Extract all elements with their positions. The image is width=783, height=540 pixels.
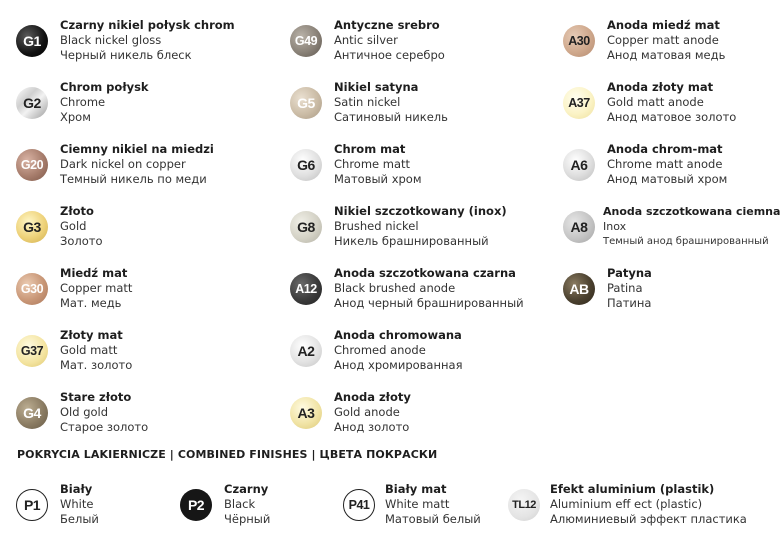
section-title-combined-finishes: POKRYCIA LAKIERNICZE | COMBINED FINISHES | ЦВЕТА ПОКРАСКИ — [17, 448, 438, 461]
name-ru: Темный анод брашнированный — [603, 236, 769, 247]
finish-swatch-a3 — [290, 390, 411, 435]
name-pl: Nikiel satyna — [334, 80, 419, 94]
finish-circle: A37 — [563, 87, 595, 119]
name-pl: Anoda chrom-mat — [607, 142, 723, 156]
finish-swatch-g49 — [290, 18, 445, 63]
finish-circle: TL12 — [508, 489, 540, 521]
name-en: Copper matt anode — [607, 33, 719, 47]
finish-circle: P41 — [343, 489, 375, 521]
name-ru: Белый — [60, 512, 99, 526]
name-en: White matt — [385, 497, 450, 511]
name-pl: Miedź mat — [60, 266, 128, 280]
name-pl: Anoda złoty mat — [607, 80, 714, 94]
finish-swatch-g8 — [290, 204, 507, 249]
name-pl: Chrom połysk — [60, 80, 149, 94]
name-ru: Черный никель блеск — [60, 48, 192, 62]
name-ru: Анод черный брашнированный — [334, 296, 524, 310]
name-ru: Анод матовое золото — [607, 110, 737, 124]
finish-circle: P1 — [16, 489, 48, 521]
name-ru: Мат. медь — [60, 296, 122, 310]
name-pl: Złoty mat — [60, 328, 123, 342]
finish-swatch-g4 — [16, 390, 148, 435]
finish-circle: G20 — [16, 149, 48, 181]
finish-circle: G3 — [16, 211, 48, 243]
finish-circle: G2 — [16, 87, 48, 119]
name-pl: Anoda szczotkowana czarna — [334, 266, 516, 280]
name-pl: Anoda chromowana — [334, 328, 462, 342]
name-ru: Темный никель по меди — [60, 172, 207, 186]
name-en: Satin nickel — [334, 95, 401, 109]
finish-swatch-g20 — [16, 142, 214, 187]
name-pl: Anoda szczotkowana ciemna — [603, 205, 781, 218]
name-pl: Chrom mat — [334, 142, 406, 156]
finish-swatch-a37 — [563, 80, 736, 125]
name-en: Black brushed anode — [334, 281, 456, 295]
finish-circle: AB — [563, 273, 595, 305]
finish-swatch-g1 — [16, 18, 235, 63]
name-en: Old gold — [60, 405, 109, 419]
name-en: Black — [224, 497, 256, 511]
name-pl: Stare złoto — [60, 390, 132, 404]
finish-swatch-p1 — [16, 482, 99, 527]
name-en: Patina — [607, 281, 643, 295]
name-en: Copper matt — [60, 281, 133, 295]
finish-swatch-a12 — [290, 266, 524, 311]
name-en: Brushed nickel — [334, 219, 419, 233]
name-en: Gold matt anode — [607, 95, 704, 109]
name-pl: Antyczne srebro — [334, 18, 440, 32]
name-ru: Анод золото — [334, 420, 410, 434]
name-en: Inox — [603, 220, 627, 233]
name-en: Chrome matt anode — [607, 157, 723, 171]
name-ru: Анод матовая медь — [607, 48, 726, 62]
name-en: Chromed anode — [334, 343, 426, 357]
name-pl: Czarny — [224, 482, 269, 496]
finish-swatch-a8 — [563, 204, 780, 249]
name-pl: Patyna — [607, 266, 652, 280]
finish-swatch-g2 — [16, 80, 149, 125]
name-en: Chrome matt — [334, 157, 411, 171]
finish-swatch-g37 — [16, 328, 132, 373]
name-en: White — [60, 497, 94, 511]
finish-circle: G5 — [290, 87, 322, 119]
finish-swatch-g6 — [290, 142, 422, 187]
finish-circle: G6 — [290, 149, 322, 181]
finish-circle: G49 — [290, 25, 322, 57]
finish-circle: G4 — [16, 397, 48, 429]
name-en: Black nickel gloss — [60, 33, 162, 47]
name-ru: Сатиновый никель — [334, 110, 448, 124]
name-ru: Античное серебро — [334, 48, 445, 62]
finish-circle: A6 — [563, 149, 595, 181]
name-en: Chrome — [60, 95, 106, 109]
finish-circle: A12 — [290, 273, 322, 305]
name-pl: Anoda złoty — [334, 390, 411, 404]
name-ru: Матовый хром — [334, 172, 422, 186]
name-pl: Anoda miedź mat — [607, 18, 720, 32]
finish-swatch-a30 — [563, 18, 725, 63]
name-ru: Чёрный — [224, 512, 271, 526]
finish-swatch-g5 — [290, 80, 448, 125]
finish-circle: G8 — [290, 211, 322, 243]
name-en: Gold — [60, 219, 87, 233]
name-pl: Czarny nikiel połysk chrom — [60, 18, 235, 32]
name-ru: Старое золото — [60, 420, 149, 434]
finish-swatch-p2 — [180, 482, 270, 527]
name-pl: Nikiel szczotkowany (inox) — [334, 204, 507, 218]
name-en: Gold matt — [60, 343, 118, 357]
name-en: Gold anode — [334, 405, 400, 419]
finish-swatch-ab — [563, 266, 652, 311]
finish-circle: A2 — [290, 335, 322, 367]
finish-swatch-g3 — [16, 204, 103, 249]
name-ru: Анод матовый хром — [607, 172, 728, 186]
name-ru: Хром — [60, 110, 91, 124]
name-ru: Матовый белый — [385, 512, 481, 526]
finish-swatch-a2 — [290, 328, 462, 373]
finish-circle: G1 — [16, 25, 48, 57]
finish-swatch-tl12 — [508, 482, 747, 527]
finish-circle: A3 — [290, 397, 322, 429]
name-ru: Патина — [607, 296, 652, 310]
name-ru: Алюминиевый эффект пластика — [550, 512, 747, 526]
finish-swatch-a6 — [563, 142, 727, 187]
finish-swatch-g30 — [16, 266, 132, 311]
name-en: Dark nickel on copper — [60, 157, 186, 171]
name-ru: Мат. золото — [60, 358, 133, 372]
finish-circle: G37 — [16, 335, 48, 367]
name-pl: Biały — [60, 482, 93, 496]
finish-circle: P2 — [180, 489, 212, 521]
finish-circle: A30 — [563, 25, 595, 57]
finish-circle: G30 — [16, 273, 48, 305]
finish-swatch-p41 — [343, 482, 481, 527]
name-en: Aluminium eff ect (plastic) — [550, 497, 703, 511]
name-pl: Efekt aluminium (plastik) — [550, 482, 715, 496]
name-en: Antic silver — [334, 33, 398, 47]
finish-circle: A8 — [563, 211, 595, 243]
name-ru: Никель брашнированный — [334, 234, 489, 248]
name-pl: Ciemny nikiel na miedzi — [60, 142, 214, 156]
name-ru: Золото — [60, 234, 103, 248]
name-pl: Biały mat — [385, 482, 447, 496]
name-ru: Анод хромированная — [334, 358, 463, 372]
name-pl: Złoto — [60, 204, 94, 218]
